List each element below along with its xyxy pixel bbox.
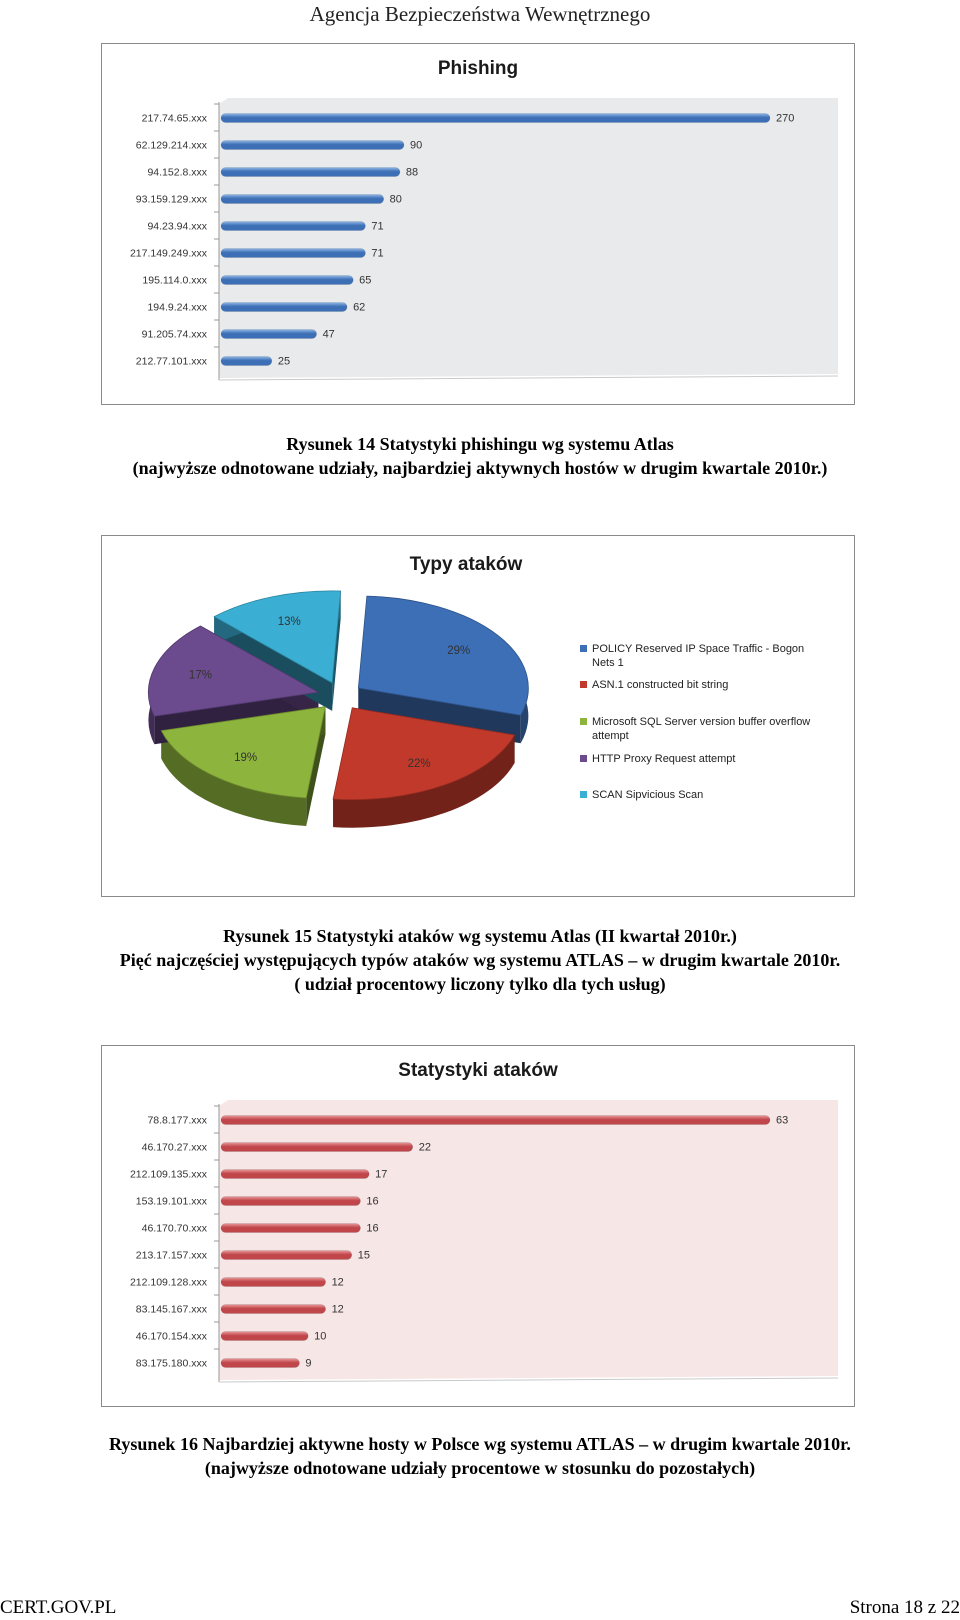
y-tick-label: 153.19.101.xxx <box>135 1195 207 1208</box>
data-label: 80 <box>389 193 402 206</box>
legend-label: ASN.1 constructed bit string <box>592 679 729 691</box>
y-tick-label: 217.74.65.xxx <box>141 112 207 125</box>
data-label: 90 <box>410 139 423 152</box>
pie-value-label: 17% <box>188 669 212 682</box>
figure15-caption-line3: ( udział procentowy liczony tylko dla tych usług) <box>294 974 666 994</box>
data-label: 270 <box>776 112 795 125</box>
y-tick-label: 46.170.27.xxx <box>141 1141 207 1154</box>
bar <box>221 222 365 231</box>
bar <box>221 1251 352 1260</box>
y-tick-label: 78.8.177.xxx <box>147 1114 207 1127</box>
figure14-caption-line2-text: (najwyższe odnotowane udziały, najbardziej aktywnych hostów w drugim kwartale 2010r.) <box>132 458 828 478</box>
figure15-caption-line2: Pięć najczęściej występujących typów ataków wg systemu ATLAS – w drugim kwartale 2010r. <box>119 950 841 970</box>
figure14-caption-line2 <box>0 456 960 480</box>
y-tick-label: 46.170.154.xxx <box>135 1330 207 1343</box>
bar <box>221 1359 299 1368</box>
pie-value-label: 13% <box>277 615 301 628</box>
data-label: 25 <box>277 355 291 368</box>
pie-value-label: 19% <box>234 751 258 764</box>
figure16-caption-line1: Rysunek 16 Najbardziej aktywne hosty w Polsce wg systemu ATLAS – w drugim kwartale 2010r. <box>109 1434 851 1454</box>
bar <box>221 1305 326 1314</box>
footer-site: CERT.GOV.PL <box>0 1597 117 1618</box>
y-tick-label: 94.152.8.xxx <box>147 166 207 179</box>
y-tick-label: 212.109.128.xxx <box>129 1276 207 1289</box>
data-label: 12 <box>331 1303 344 1316</box>
bar <box>221 168 400 177</box>
data-label: 17 <box>375 1168 388 1181</box>
phishing-chart-frame <box>101 43 855 405</box>
y-tick-label: 91.205.74.xxx <box>141 328 207 341</box>
chart-title: Phishing <box>437 58 519 79</box>
bar <box>221 141 404 150</box>
bar <box>221 303 347 312</box>
legend-swatch <box>580 645 587 652</box>
data-label: 62 <box>353 301 366 314</box>
data-label: 65 <box>359 274 372 287</box>
bar <box>221 1143 413 1152</box>
y-tick-label: 83.145.167.xxx <box>135 1303 207 1316</box>
bar <box>221 1197 360 1206</box>
y-tick-label: 195.114.0.xxx <box>142 274 207 287</box>
y-tick-label: 94.23.94.xxx <box>147 220 207 233</box>
bar <box>221 114 770 123</box>
data-label: 10 <box>314 1330 327 1343</box>
y-tick-label: 62.129.214.xxx <box>135 139 207 152</box>
legend-label: HTTP Proxy Request attempt <box>592 753 736 765</box>
bar <box>221 195 384 204</box>
data-label: 12 <box>331 1276 344 1289</box>
attack-types-chart-frame <box>101 535 855 897</box>
data-label: 22 <box>418 1141 431 1154</box>
legend-swatch <box>580 791 587 798</box>
y-tick-label: 83.175.180.xxx <box>135 1357 207 1370</box>
legend-label: attempt <box>592 730 629 742</box>
figure16-caption-line2: (najwyższe odnotowane udziały procentowe w stosunku do pozostałych) <box>204 1458 756 1478</box>
y-tick-label: 46.170.70.xxx <box>141 1222 207 1235</box>
bar <box>221 330 317 339</box>
y-tick-label: 217.149.249.xxx <box>129 247 207 260</box>
figure14-caption-line1: Rysunek 14 Statystyki phishingu wg systemu Atlas <box>286 434 674 454</box>
data-label: 47 <box>322 328 335 341</box>
attack-types-chart <box>102 536 854 896</box>
chart-title: Typy ataków <box>409 554 523 575</box>
attack-stats-chart <box>102 1046 854 1406</box>
y-tick-label: 93.159.129.xxx <box>135 193 207 206</box>
legend-label: Nets 1 <box>592 657 624 669</box>
bar <box>221 1278 326 1287</box>
data-label: 16 <box>366 1222 379 1235</box>
bar <box>221 1332 308 1341</box>
bar <box>221 357 272 366</box>
legend-label: POLICY Reserved IP Space Traffic - Bogon <box>592 643 805 655</box>
legend-label: Microsoft SQL Server version buffer overflow <box>592 716 811 728</box>
plot-area <box>219 1100 838 1380</box>
chart-title: Statystyki ataków <box>398 1060 558 1081</box>
pie-value-label: 22% <box>407 758 431 771</box>
pie-value-label: 29% <box>447 645 471 658</box>
page-header: Agencja Bezpieczeństwa Wewnętrznego <box>309 2 651 26</box>
bar <box>221 1170 369 1179</box>
y-tick-label: 213.17.157.xxx <box>135 1249 207 1262</box>
legend-swatch <box>580 681 587 688</box>
data-label: 16 <box>366 1195 379 1208</box>
legend-label: SCAN Sipvicious Scan <box>592 789 704 801</box>
bar <box>221 276 353 285</box>
data-label: 9 <box>305 1357 312 1370</box>
y-tick-label: 194.9.24.xxx <box>147 301 207 314</box>
phishing-chart <box>102 44 854 404</box>
y-tick-label: 212.109.135.xxx <box>129 1168 207 1181</box>
data-label: 71 <box>371 220 384 233</box>
data-label: 15 <box>357 1249 370 1262</box>
legend-swatch <box>580 718 587 725</box>
data-label: 88 <box>405 166 419 179</box>
bar <box>221 249 365 258</box>
bar <box>221 1116 770 1125</box>
attack-stats-chart-frame <box>101 1045 855 1407</box>
figure15-caption-line1: Rysunek 15 Statystyki ataków wg systemu Atlas (II kwartał 2010r.) <box>223 926 737 946</box>
data-label: 71 <box>371 247 384 260</box>
bar <box>221 1224 360 1233</box>
y-tick-label: 212.77.101.xxx <box>135 355 207 368</box>
footer-page-number: Strona 18 z 22 <box>849 1597 960 1618</box>
data-label: 63 <box>776 1114 789 1127</box>
legend-swatch <box>580 755 587 762</box>
